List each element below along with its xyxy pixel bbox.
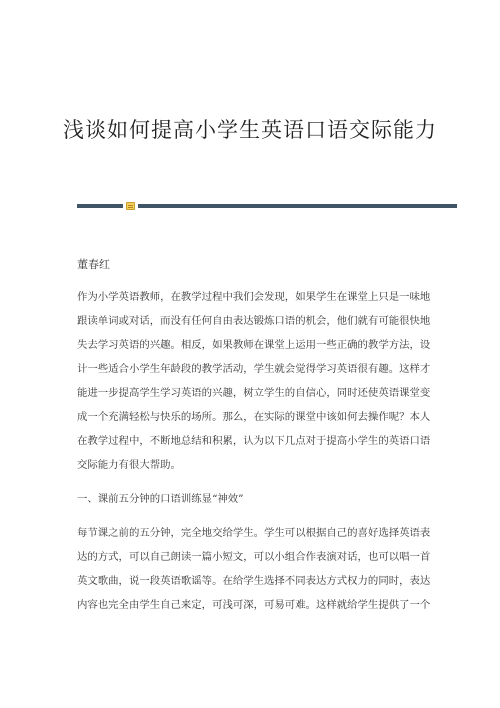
paragraph-1-line: 跟读单词或对话，而没有任何自由表达锻炼口语的机会，他们就有可能很快地 bbox=[77, 315, 431, 327]
divider-bar-left bbox=[77, 204, 123, 208]
paragraph-1-line: 作为小学英语教师，在教学过程中我们会发现，如果学生在课堂上只是一味地 bbox=[77, 291, 431, 303]
paragraph-2-line: 内容也完全由学生自己来定，可浅可深，可易可难。这样就给学生提供了一个 bbox=[77, 599, 431, 611]
paragraph-1-line: 失去学习英语的兴趣。相反，如果教师在课堂上运用一些正确的教学方法，设 bbox=[77, 339, 431, 351]
title-divider bbox=[77, 203, 457, 211]
document-title: 浅谈如何提高小学生英语口语交际能力 bbox=[63, 118, 437, 142]
paragraph-1-line: 能进一步提高学生学习英语的兴趣，树立学生的自信心，同时还使英语课堂变 bbox=[77, 387, 431, 399]
paragraph-2-line: 英文歌曲，说一段英语歌谣等。在给学生选择不同表达方式权力的同时，表达 bbox=[77, 575, 431, 587]
paragraph-1-line: 成一个充满轻松与快乐的场所。那么，在实际的课堂中该如何去操作呢？本人 bbox=[77, 411, 431, 423]
document-icon bbox=[126, 202, 135, 210]
author-name: 董春红 bbox=[77, 258, 110, 271]
paragraph-1-line: 计一些适合小学生年龄段的教学活动，学生就会觉得学习英语很有趣。这样才 bbox=[77, 363, 431, 375]
paragraph-1-line: 在教学过程中，不断地总结和积累，认为以下几点对于提高小学生的英语口语 bbox=[77, 435, 431, 447]
section-1-heading: 一、课前五分钟的口语训练显“神效” bbox=[77, 493, 244, 505]
paragraph-2-line: 每节课之前的五分钟，完全地交给学生。学生可以根据自己的喜好选择英语表 bbox=[77, 527, 431, 539]
divider-bar-right bbox=[138, 204, 457, 208]
paragraph-2-line: 达的方式，可以自己朗读一篇小短文，可以小组合作表演对话，也可以唱一首 bbox=[77, 551, 431, 563]
paragraph-1-line: 交际能力有很大帮助。 bbox=[77, 459, 181, 471]
